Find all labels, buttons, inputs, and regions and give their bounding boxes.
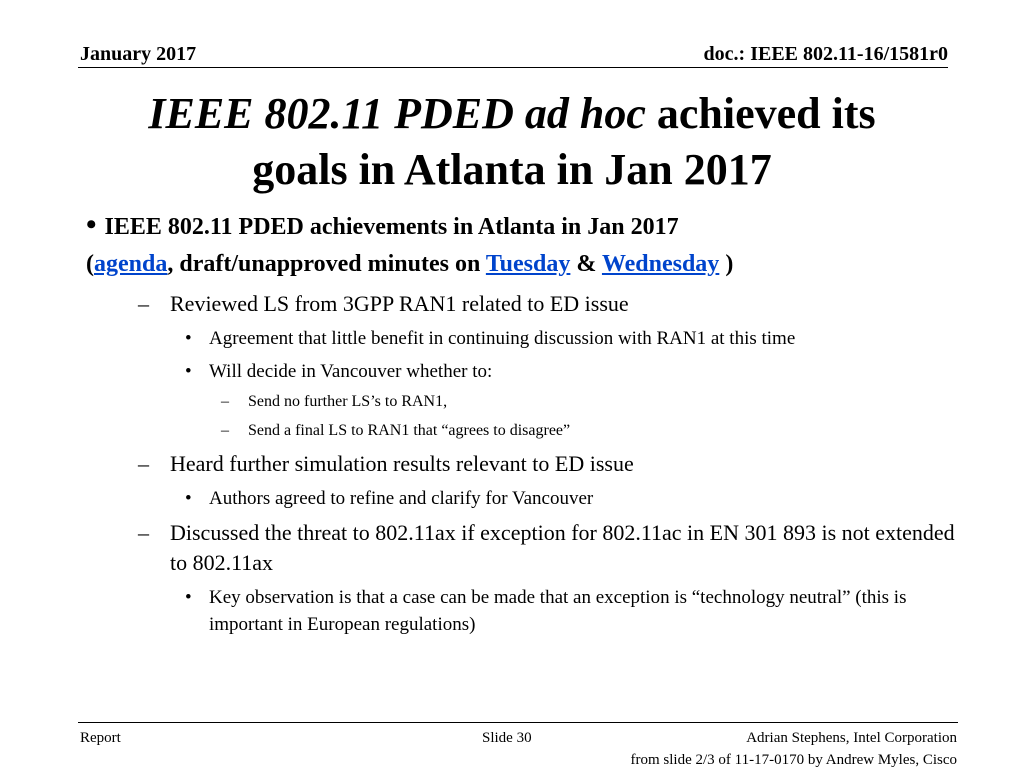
title-italic: IEEE 802.11 PDED ad hoc <box>148 89 646 138</box>
tuesday-link[interactable]: Tuesday <box>485 251 571 277</box>
item-text: Heard further simulation results relevant to ED issue <box>170 451 634 476</box>
main-bullet <box>86 206 966 283</box>
dash-marker: – <box>138 520 149 545</box>
dot-marker: • <box>185 328 192 349</box>
dot-marker: • <box>185 488 192 509</box>
dot-marker: • <box>185 587 192 608</box>
dash-marker: – <box>138 451 149 476</box>
list-item <box>86 485 966 512</box>
item-text: Send a final LS to RAN1 that “agrees to disagree” <box>248 422 571 439</box>
list-item <box>86 518 966 578</box>
dash-marker: – <box>138 291 149 316</box>
footer-source-note: from slide 2/3 of 11-17-0170 by Andrew Myles, Cisco <box>630 752 957 768</box>
item-text: Reviewed LS from 3GPP RAN1 related to ED issue <box>170 291 629 316</box>
item-text: Agreement that little benefit in continuing discussion with RAN1 at this time <box>209 328 796 349</box>
footer-left: Report <box>80 730 121 746</box>
paren-close: ) <box>719 251 734 277</box>
wednesday-link[interactable]: Wednesday <box>601 251 720 277</box>
ampersand: & <box>570 251 602 277</box>
dot-marker: • <box>185 361 192 382</box>
agenda-link[interactable]: agenda <box>94 251 168 277</box>
slide-number: Slide 30 <box>482 730 532 746</box>
bullet-marker: • <box>86 208 97 241</box>
title-rest-line1: achieved its <box>645 89 876 138</box>
item-text: Discussed the threat to 802.11ax if exception for 802.11ac in EN 301 893 is not extended to 802.11ax <box>170 520 955 575</box>
list-item <box>86 325 966 352</box>
list-item <box>86 289 966 319</box>
list-item <box>86 449 966 479</box>
footer-author: Adrian Stephens, Intel Corporation <box>746 730 957 746</box>
title-line2: goals in Atlanta in Jan 2017 <box>252 145 772 194</box>
header-date: January 2017 <box>80 43 197 65</box>
minutes-text: , draft/unapproved minutes on <box>167 251 486 277</box>
item-text: Send no further LS’s to RAN1, <box>248 393 448 410</box>
header-divider <box>78 67 948 68</box>
list-item <box>86 390 966 414</box>
slide-title <box>60 86 964 198</box>
paren-open: ( <box>86 251 94 277</box>
dash-marker: – <box>221 393 229 410</box>
dash-marker: – <box>221 422 229 439</box>
list-item <box>86 419 966 443</box>
header-doc-id: doc.: IEEE 802.11-16/1581r0 <box>703 43 948 65</box>
main-heading: IEEE 802.11 PDED achievements in Atlanta in Jan 2017 <box>104 214 679 240</box>
item-text: Will decide in Vancouver whether to: <box>209 361 493 382</box>
slide-body <box>86 206 966 638</box>
footer-divider <box>78 722 958 723</box>
list-item <box>86 358 966 385</box>
item-text: Key observation is that a case can be made that an exception is “technology neutral” (this is important in European regulations) <box>209 587 907 635</box>
list-item <box>86 584 966 638</box>
item-text: Authors agreed to refine and clarify for Vancouver <box>209 488 594 509</box>
